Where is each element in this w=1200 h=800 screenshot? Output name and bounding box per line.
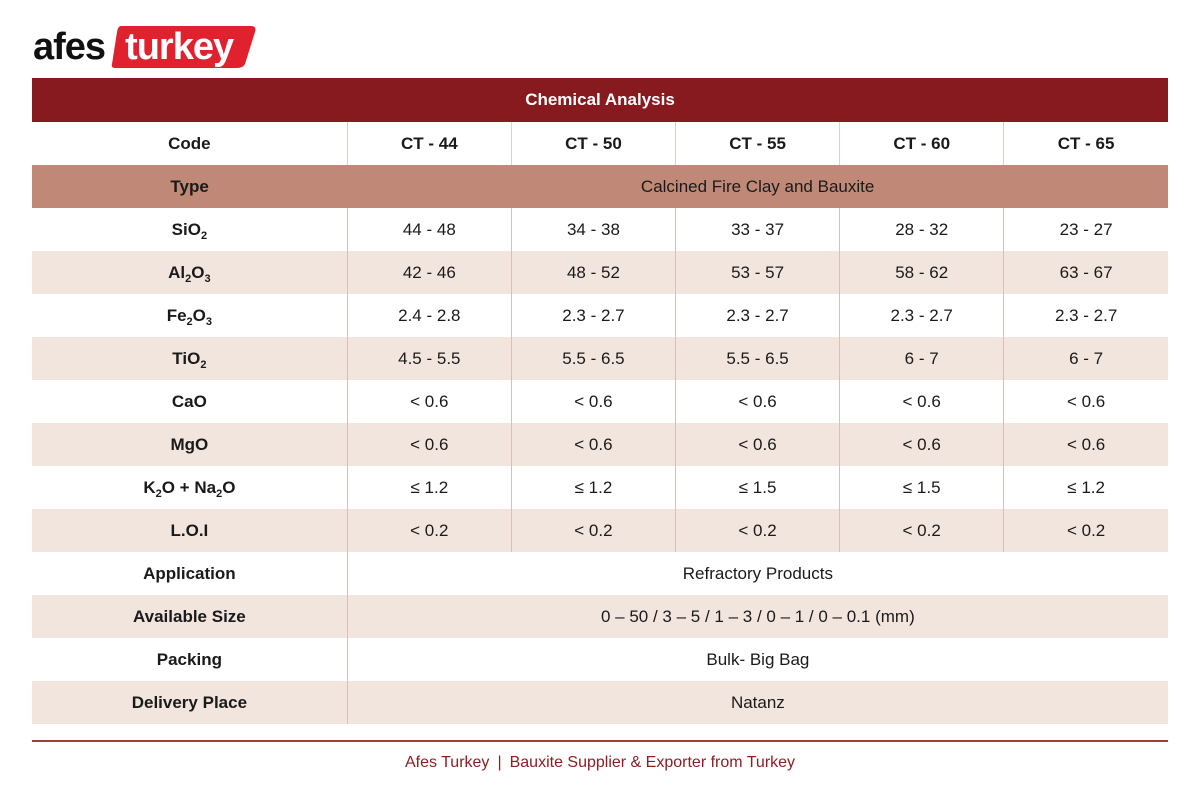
composition-value: 34 - 38 (511, 208, 675, 251)
info-value: Bulk- Big Bag (347, 638, 1168, 681)
chemical-analysis-table (32, 78, 1168, 724)
brand-badge-text: turkey (125, 25, 234, 68)
compound-label: $K_2O + Na_2O$ (32, 466, 347, 509)
composition-value: < 0.2 (676, 509, 840, 552)
composition-value: < 0.6 (676, 423, 840, 466)
code-cell: CT - 50 (511, 122, 675, 165)
composition-value: < 0.6 (676, 380, 840, 423)
subscript: 2 (155, 487, 162, 500)
subscript: 2 (186, 315, 193, 328)
code-cell: CT - 44 (347, 122, 511, 165)
composition-row (32, 380, 1168, 423)
type-label: Type (32, 165, 347, 208)
brand-badge (111, 24, 251, 70)
composition-value: 28 - 32 (840, 208, 1004, 251)
info-label: Available Size (32, 595, 347, 638)
composition-value: < 0.6 (347, 423, 511, 466)
footer-separator: | (497, 754, 502, 771)
composition-value: 42 - 46 (347, 251, 511, 294)
composition-value: < 0.6 (347, 380, 511, 423)
type-value: Calcined Fire Clay and Bauxite (347, 165, 1168, 208)
footer-company: Afes Turkey (404, 754, 490, 771)
composition-value: 58 - 62 (840, 251, 1004, 294)
composition-row (32, 208, 1168, 251)
compound-label: $Al_2O_3$ (32, 251, 347, 294)
code-cell: CT - 60 (840, 122, 1004, 165)
composition-value: 2.4 - 2.8 (347, 294, 511, 337)
code-row (32, 122, 1168, 165)
compound-label: CaO (32, 380, 347, 423)
composition-value: 63 - 67 (1004, 251, 1168, 294)
table-title: Chemical Analysis (32, 78, 1168, 122)
composition-value: 23 - 27 (1004, 208, 1168, 251)
composition-row (32, 337, 1168, 380)
compound-label: SiO$_2$ (32, 208, 347, 251)
code-label: Code (32, 122, 347, 165)
subscript: 2 (216, 487, 223, 500)
compound-label: L.O.I (32, 509, 347, 552)
info-label: Application (32, 552, 347, 595)
composition-value: 2.3 - 2.7 (840, 294, 1004, 337)
footer-tagline: Bauxite Supplier & Exporter from Turkey (509, 754, 796, 771)
composition-value: 5.5 - 6.5 (511, 337, 675, 380)
code-cell: CT - 65 (1004, 122, 1168, 165)
composition-value: < 0.2 (511, 509, 675, 552)
composition-value: < 0.6 (840, 380, 1004, 423)
composition-value: < 0.2 (1004, 509, 1168, 552)
subscript: 2 (200, 358, 207, 371)
subscript: 3 (205, 315, 213, 328)
composition-value: < 0.6 (840, 423, 1004, 466)
composition-value: < 0.2 (840, 509, 1004, 552)
composition-value: 6 - 7 (840, 337, 1004, 380)
composition-value: < 0.6 (511, 423, 675, 466)
composition-row (32, 466, 1168, 509)
composition-value: ≤ 1.5 (840, 466, 1004, 509)
subscript: 2 (200, 229, 208, 242)
compound-label: $Fe_2O_3$ (32, 294, 347, 337)
subscript: 3 (204, 272, 211, 285)
code-cell: CT - 55 (676, 122, 840, 165)
compound-label: MgO (32, 423, 347, 466)
composition-row (32, 423, 1168, 466)
info-label: Packing (32, 638, 347, 681)
composition-row (32, 509, 1168, 552)
composition-value: < 0.6 (1004, 380, 1168, 423)
info-row (32, 595, 1168, 638)
info-value: Refractory Products (347, 552, 1168, 595)
composition-value: ≤ 1.2 (1004, 466, 1168, 509)
info-value: 0 – 50 / 3 – 5 / 1 – 3 / 0 – 1 / 0 – 0.1 (mm) (347, 595, 1168, 638)
composition-value: 5.5 - 6.5 (676, 337, 840, 380)
brand-logo (33, 22, 251, 72)
composition-value: 2.3 - 2.7 (1004, 294, 1168, 337)
footer-divider (32, 740, 1168, 742)
composition-value: 4.5 - 5.5 (347, 337, 511, 380)
compound-label: TiO$_2$ (32, 337, 347, 380)
composition-value: 44 - 48 (347, 208, 511, 251)
composition-value: ≤ 1.2 (511, 466, 675, 509)
composition-value: 33 - 37 (676, 208, 840, 251)
composition-row (32, 251, 1168, 294)
composition-value: 53 - 57 (676, 251, 840, 294)
composition-value: 2.3 - 2.7 (511, 294, 675, 337)
composition-value: < 0.2 (347, 509, 511, 552)
info-value: Natanz (347, 681, 1168, 724)
info-row (32, 638, 1168, 681)
table-title-row (32, 78, 1168, 122)
info-label: Delivery Place (32, 681, 347, 724)
composition-value: 2.3 - 2.7 (676, 294, 840, 337)
composition-value: 6 - 7 (1004, 337, 1168, 380)
footer (0, 754, 1200, 772)
composition-value: 48 - 52 (511, 251, 675, 294)
composition-value: < 0.6 (511, 380, 675, 423)
composition-value: ≤ 1.5 (676, 466, 840, 509)
composition-value: ≤ 1.2 (347, 466, 511, 509)
info-row (32, 681, 1168, 724)
composition-row (32, 294, 1168, 337)
type-row (32, 165, 1168, 208)
info-row (32, 552, 1168, 595)
brand-word: afes (33, 25, 106, 68)
composition-value: < 0.6 (1004, 423, 1168, 466)
subscript: 2 (185, 272, 192, 285)
